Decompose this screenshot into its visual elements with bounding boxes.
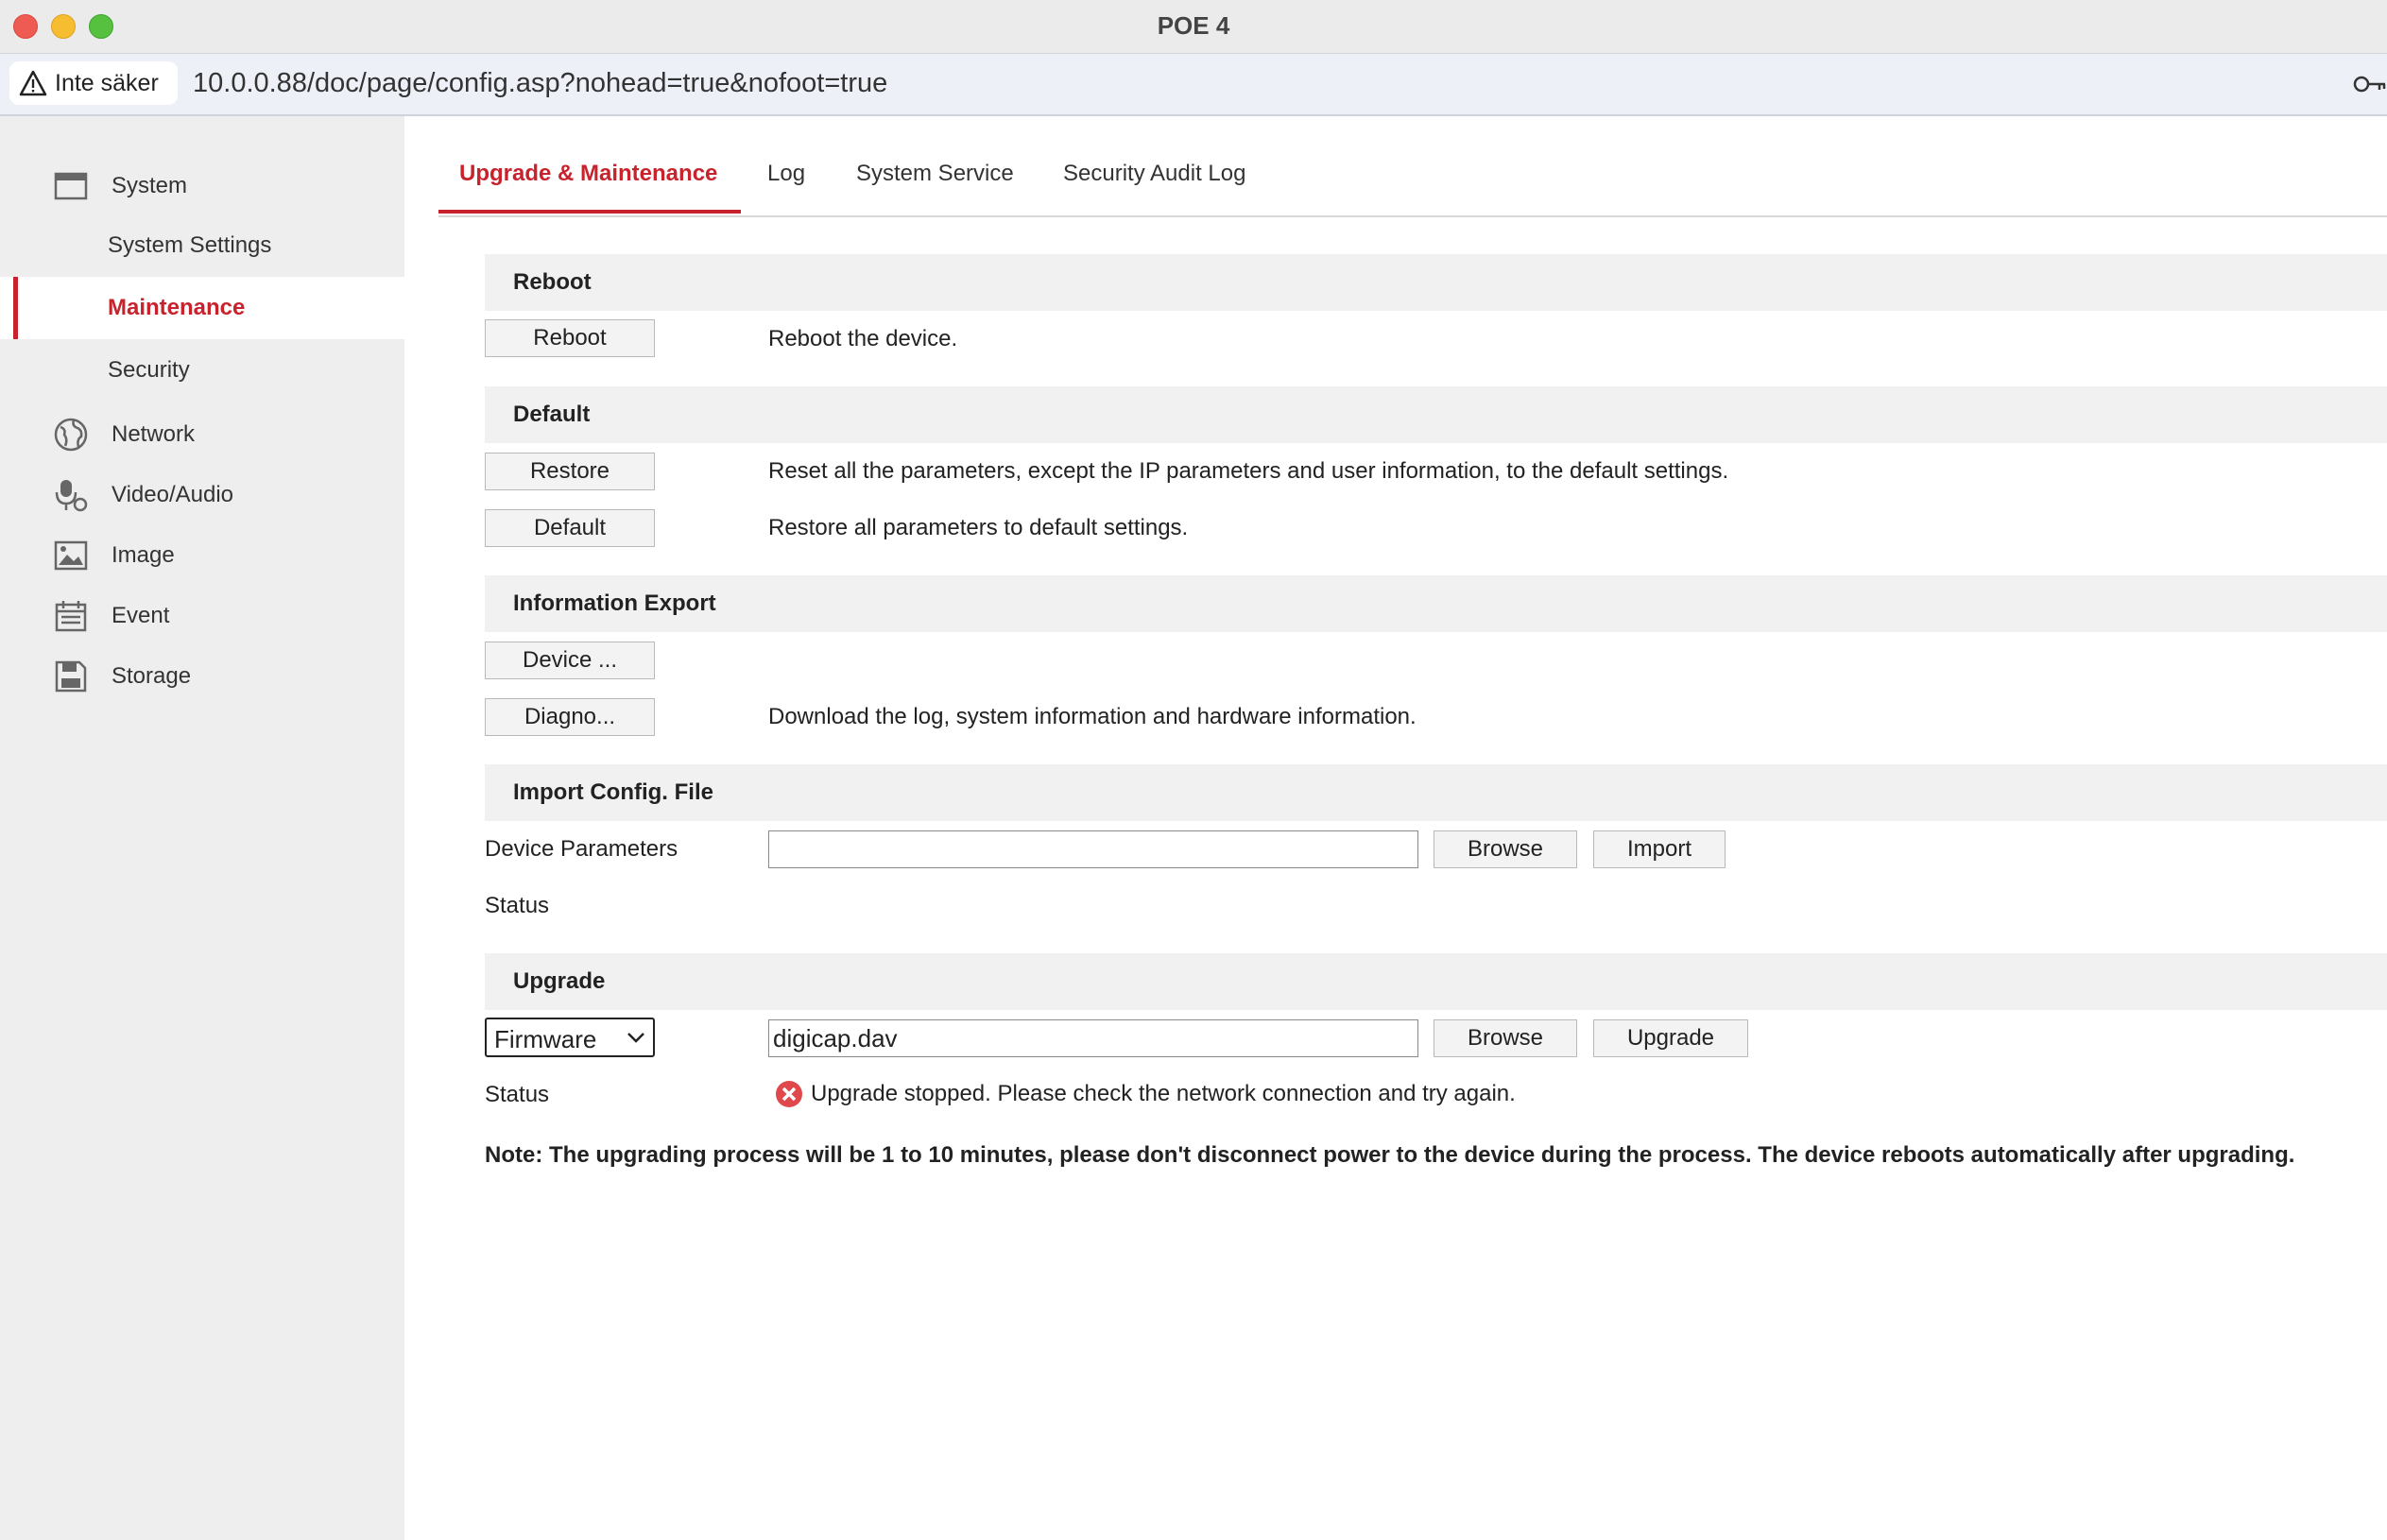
calendar-icon	[53, 598, 89, 634]
system-icon	[53, 168, 89, 204]
default-button[interactable]: Default	[485, 509, 655, 547]
microphone-icon	[53, 477, 89, 513]
image-icon	[53, 538, 89, 573]
section-title: Upgrade	[513, 968, 606, 994]
section-title: Reboot	[513, 269, 592, 295]
sidebar-item-label: System Settings	[108, 232, 272, 258]
sidebar-item-system-settings[interactable]	[0, 214, 404, 277]
sidebar-item-event[interactable]	[0, 588, 404, 644]
upgrade-section-header	[485, 953, 2387, 1010]
warning-icon	[19, 70, 47, 96]
tab-log[interactable]: Log	[767, 161, 806, 186]
key-icon[interactable]	[2353, 74, 2387, 94]
sidebar-item-label: Video/Audio	[112, 482, 233, 507]
sidebar-item-label: Event	[112, 603, 170, 628]
section-title: Information Export	[513, 590, 716, 616]
upgrade-note: Note: The upgrading process will be 1 to 10 minutes, please don't disconnect power to the device during the process. The device reboots automatically after upgrading.	[485, 1142, 2295, 1168]
upgrade-type-value: Firmware	[494, 1025, 597, 1053]
sidebar-item-label: Image	[112, 542, 175, 568]
sidebar-item-storage[interactable]	[0, 648, 404, 705]
restore-description: Reset all the parameters, except the IP parameters and user information, to the default settings.	[768, 458, 1729, 484]
security-indicator[interactable]	[9, 61, 178, 105]
device-parameters-label: Device Parameters	[485, 836, 678, 862]
information-export-section-header	[485, 575, 2387, 632]
device-info-export-button[interactable]: Device ...	[485, 642, 655, 679]
import-button[interactable]: Import	[1593, 830, 1726, 868]
sidebar-item-security[interactable]	[0, 339, 404, 402]
tab-security-audit-log[interactable]: Security Audit Log	[1063, 161, 1246, 186]
status-text: Upgrade stopped. Please check the network connection and try again.	[811, 1081, 1516, 1106]
reboot-section-header	[485, 254, 2387, 311]
sidebar-item-network[interactable]	[0, 406, 404, 463]
active-tab-indicator	[438, 210, 741, 214]
sidebar-item-image[interactable]	[0, 527, 404, 584]
window-title: POE 4	[1157, 11, 1230, 40]
sidebar-item-maintenance[interactable]	[0, 277, 404, 339]
tab-system-service[interactable]: System Service	[856, 161, 1014, 186]
reboot-button[interactable]: Reboot	[485, 319, 655, 357]
upgrade-status-message	[775, 1080, 1516, 1108]
window-titlebar	[0, 0, 2387, 54]
config-file-input[interactable]	[768, 830, 1418, 868]
sidebar	[0, 116, 404, 1540]
sidebar-item-label: Storage	[112, 663, 192, 689]
sidebar-item-system[interactable]	[0, 158, 404, 214]
upgrade-type-select[interactable]	[485, 1018, 655, 1057]
default-description: Restore all parameters to default settings.	[768, 515, 1189, 540]
reboot-description: Reboot the device.	[768, 326, 958, 351]
config-browse-button[interactable]: Browse	[1434, 830, 1577, 868]
sidebar-item-label: Network	[112, 421, 196, 447]
upgrade-status-label: Status	[485, 1082, 550, 1107]
default-section-header	[485, 386, 2387, 443]
section-title: Import Config. File	[513, 779, 713, 805]
sidebar-item-video-audio[interactable]	[0, 467, 404, 523]
upgrade-button[interactable]: Upgrade	[1593, 1019, 1748, 1057]
import-config-section-header	[485, 764, 2387, 821]
import-status-label: Status	[485, 893, 550, 918]
restore-button[interactable]: Restore	[485, 453, 655, 490]
address-bar	[0, 54, 2387, 116]
floppy-disk-icon	[53, 659, 89, 694]
url-field[interactable]: 10.0.0.88/doc/page/config.asp?nohead=true&nofoot=true	[193, 68, 888, 98]
diagnose-export-button[interactable]: Diagno...	[485, 698, 655, 736]
error-icon	[775, 1080, 803, 1108]
tab-upgrade-maintenance[interactable]: Upgrade & Maintenance	[459, 161, 718, 186]
firmware-browse-button[interactable]: Browse	[1434, 1019, 1577, 1057]
section-title: Default	[513, 402, 591, 427]
security-label: Inte säker	[55, 69, 159, 96]
diagnose-description: Download the log, system information and hardware information.	[768, 704, 1417, 729]
firmware-file-input[interactable]	[768, 1019, 1418, 1057]
sidebar-item-label: Security	[108, 357, 190, 383]
tab-bar	[438, 142, 2387, 217]
globe-icon	[53, 417, 89, 453]
sidebar-item-label: System	[112, 173, 188, 198]
chevron-down-icon	[627, 1031, 645, 1044]
sidebar-item-label: Maintenance	[108, 295, 246, 320]
